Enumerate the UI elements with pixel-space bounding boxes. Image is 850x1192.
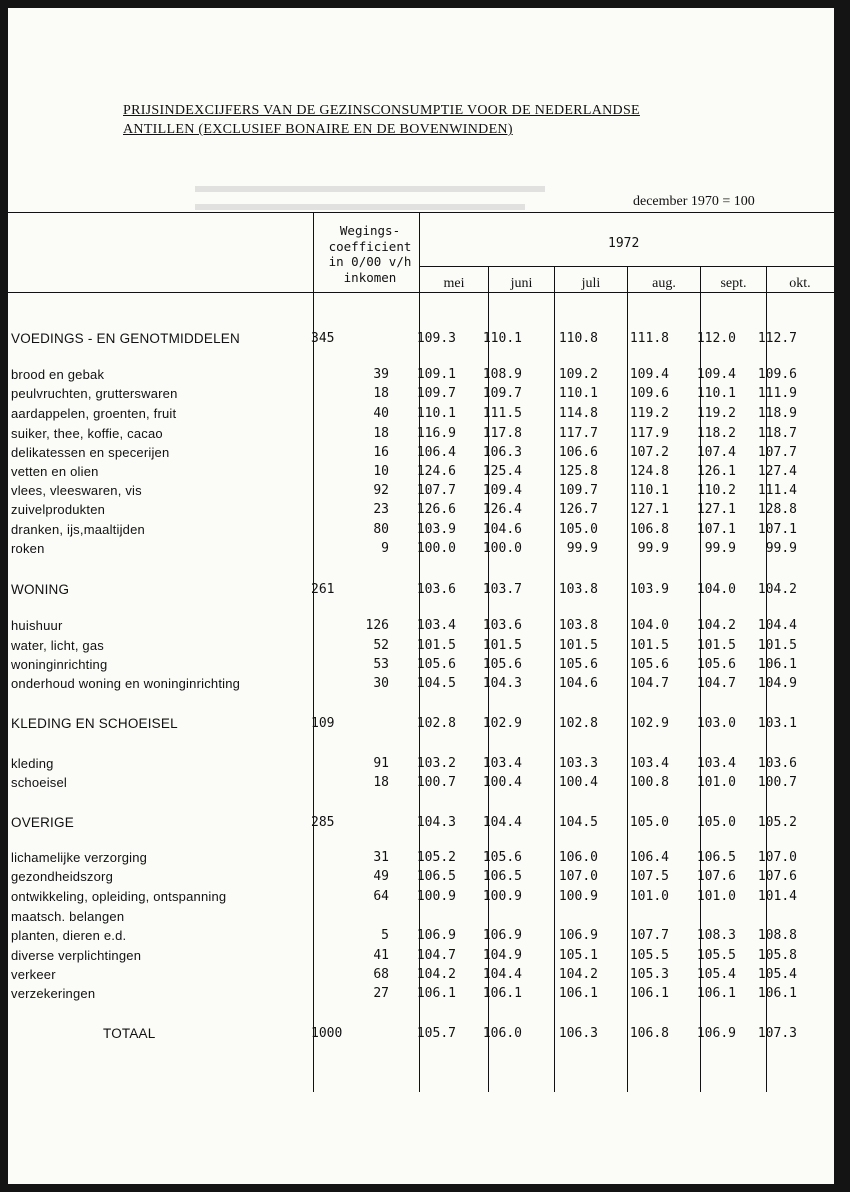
index-value: 106.9 bbox=[482, 928, 522, 943]
index-value: 104.7 bbox=[629, 676, 669, 691]
table-row bbox=[8, 618, 834, 636]
row-label: aardappelen, groenten, fruit bbox=[11, 406, 177, 421]
index-value: 107.0 bbox=[757, 850, 797, 865]
index-value: 104.7 bbox=[416, 948, 456, 963]
table-row bbox=[8, 1026, 834, 1044]
index-value: 110.2 bbox=[696, 483, 736, 498]
index-value: 112.7 bbox=[757, 331, 797, 346]
document-title bbox=[123, 101, 743, 139]
index-value: 104.2 bbox=[696, 618, 736, 633]
table-row bbox=[8, 426, 834, 444]
index-value: 105.3 bbox=[629, 967, 669, 982]
index-value: 106.9 bbox=[558, 928, 598, 943]
row-label: woninginrichting bbox=[11, 657, 108, 672]
index-value: 126.6 bbox=[416, 502, 456, 517]
index-value: 105.2 bbox=[416, 850, 456, 865]
index-value: 105.4 bbox=[757, 967, 797, 982]
index-value: 107.1 bbox=[757, 522, 797, 537]
index-value: 106.1 bbox=[757, 657, 797, 672]
row-label: schoeisel bbox=[11, 775, 67, 790]
index-value: 125.4 bbox=[482, 464, 522, 479]
index-value: 106.8 bbox=[629, 1026, 669, 1041]
index-value: 109.6 bbox=[629, 386, 669, 401]
index-value: 101.5 bbox=[416, 638, 456, 653]
index-value: 105.8 bbox=[757, 948, 797, 963]
title-line-2: ANTILLEN (EXCLUSIEF BONAIRE EN DE BOVENWINDEN) bbox=[123, 122, 513, 137]
index-value: 108.9 bbox=[482, 367, 522, 382]
index-value: 107.7 bbox=[757, 445, 797, 460]
index-value: 99.9 bbox=[704, 541, 736, 556]
bleed-through-mark bbox=[195, 204, 525, 218]
index-value: 104.0 bbox=[629, 618, 669, 633]
index-value: 103.6 bbox=[416, 582, 456, 597]
index-value: 127.4 bbox=[757, 464, 797, 479]
weight-header-line: inkomen bbox=[343, 269, 397, 285]
index-value: 103.0 bbox=[696, 716, 736, 731]
index-value: 101.0 bbox=[629, 889, 669, 904]
index-value: 104.4 bbox=[757, 618, 797, 633]
table-row bbox=[8, 676, 834, 694]
row-label: water, licht, gas bbox=[11, 638, 104, 653]
index-value: 106.0 bbox=[482, 1026, 522, 1041]
month-header-mei: mei bbox=[443, 276, 465, 291]
weight-coefficient: 23 bbox=[373, 502, 389, 517]
index-value: 103.6 bbox=[482, 618, 522, 633]
index-value: 103.4 bbox=[482, 756, 522, 771]
weight-coefficient: 261 bbox=[311, 582, 335, 597]
index-value: 106.1 bbox=[416, 986, 456, 1001]
index-value: 100.0 bbox=[416, 541, 456, 556]
index-value: 126.7 bbox=[558, 502, 598, 517]
index-value: 109.7 bbox=[416, 386, 456, 401]
row-label: diverse verplichtingen bbox=[11, 948, 142, 963]
index-value: 104.5 bbox=[558, 815, 598, 830]
table-row bbox=[8, 756, 834, 774]
index-value: 107.2 bbox=[629, 445, 669, 460]
index-value: 104.3 bbox=[482, 676, 522, 691]
table-row bbox=[8, 850, 834, 868]
row-label: huishuur bbox=[11, 618, 63, 633]
index-value: 107.5 bbox=[629, 869, 669, 884]
weight-coefficient: 18 bbox=[373, 775, 389, 790]
index-value: 127.1 bbox=[696, 502, 736, 517]
index-value: 110.1 bbox=[558, 386, 598, 401]
index-value: 107.7 bbox=[629, 928, 669, 943]
index-value: 106.5 bbox=[416, 869, 456, 884]
index-value: 118.9 bbox=[757, 406, 797, 421]
index-value: 117.9 bbox=[629, 426, 669, 441]
index-value: 103.2 bbox=[416, 756, 456, 771]
index-value: 128.8 bbox=[757, 502, 797, 517]
weight-coefficient: 52 bbox=[373, 638, 389, 653]
index-value: 109.4 bbox=[629, 367, 669, 382]
index-value: 104.7 bbox=[696, 676, 736, 691]
index-value: 109.4 bbox=[482, 483, 522, 498]
row-label: verzekeringen bbox=[11, 986, 96, 1001]
weight-coefficient: 5 bbox=[381, 928, 389, 943]
table-row bbox=[8, 657, 834, 675]
index-value: 106.5 bbox=[696, 850, 736, 865]
index-value: 100.7 bbox=[757, 775, 797, 790]
table-row bbox=[8, 638, 834, 656]
table-row bbox=[8, 406, 834, 424]
table-row bbox=[8, 986, 834, 1004]
index-value: 110.1 bbox=[482, 331, 522, 346]
index-value: 104.3 bbox=[416, 815, 456, 830]
index-value: 104.6 bbox=[482, 522, 522, 537]
table-row bbox=[8, 464, 834, 482]
row-label: kleding bbox=[11, 756, 54, 771]
index-value: 104.5 bbox=[416, 676, 456, 691]
index-value: 104.9 bbox=[757, 676, 797, 691]
index-value: 107.6 bbox=[757, 869, 797, 884]
row-label: roken bbox=[11, 541, 45, 556]
weight-coefficient: 9 bbox=[381, 541, 389, 556]
index-value: 106.1 bbox=[482, 986, 522, 1001]
index-value: 106.4 bbox=[416, 445, 456, 460]
index-value: 116.9 bbox=[416, 426, 456, 441]
index-value: 110.1 bbox=[696, 386, 736, 401]
weight-coefficient: 68 bbox=[373, 967, 389, 982]
index-value: 126.4 bbox=[482, 502, 522, 517]
weight-header-line: coefficient bbox=[328, 238, 412, 254]
index-value: 104.2 bbox=[558, 967, 598, 982]
index-value: 101.5 bbox=[558, 638, 598, 653]
weight-column-header bbox=[320, 223, 420, 285]
index-value: 100.9 bbox=[558, 889, 598, 904]
index-value: 124.8 bbox=[629, 464, 669, 479]
row-label: gezondheidszorg bbox=[11, 869, 114, 884]
index-value: 106.3 bbox=[558, 1026, 598, 1041]
index-value: 110.1 bbox=[629, 483, 669, 498]
index-value: 101.5 bbox=[629, 638, 669, 653]
weight-coefficient: 16 bbox=[373, 445, 389, 460]
index-value: 106.5 bbox=[482, 869, 522, 884]
index-value: 107.3 bbox=[757, 1026, 797, 1041]
index-value: 101.5 bbox=[757, 638, 797, 653]
row-label: delikatessen en specerijen bbox=[11, 445, 170, 460]
index-value: 99.9 bbox=[765, 541, 797, 556]
index-value: 106.1 bbox=[696, 986, 736, 1001]
month-header-aug: aug. bbox=[652, 276, 676, 291]
weight-coefficient: 92 bbox=[373, 483, 389, 498]
index-value: 114.8 bbox=[558, 406, 598, 421]
row-label: OVERIGE bbox=[11, 815, 74, 830]
index-value: 104.4 bbox=[482, 967, 522, 982]
index-value: 100.8 bbox=[629, 775, 669, 790]
index-value: 101.5 bbox=[696, 638, 736, 653]
index-value: 99.9 bbox=[566, 541, 598, 556]
row-label: verkeer bbox=[11, 967, 56, 982]
index-value: 125.8 bbox=[558, 464, 598, 479]
index-value: 119.2 bbox=[629, 406, 669, 421]
index-value: 102.8 bbox=[416, 716, 456, 731]
index-value: 118.2 bbox=[696, 426, 736, 441]
row-label: dranken, ijs,maaltijden bbox=[11, 522, 145, 537]
weight-coefficient: 64 bbox=[373, 889, 389, 904]
index-value: 100.4 bbox=[482, 775, 522, 790]
index-value: 103.8 bbox=[558, 582, 598, 597]
weight-header-line: in 0/00 v/h bbox=[328, 254, 412, 269]
index-value: 106.9 bbox=[416, 928, 456, 943]
index-value: 111.4 bbox=[757, 483, 797, 498]
row-label: planten, dieren e.d. bbox=[11, 928, 127, 943]
weight-coefficient: 345 bbox=[311, 331, 335, 346]
index-value: 105.6 bbox=[416, 657, 456, 672]
year-header: 1972 bbox=[608, 236, 640, 251]
index-value: 105.0 bbox=[629, 815, 669, 830]
index-value: 112.0 bbox=[696, 331, 736, 346]
index-value: 105.6 bbox=[482, 850, 522, 865]
table-row bbox=[8, 909, 834, 927]
index-value: 117.7 bbox=[558, 426, 598, 441]
weight-coefficient: 41 bbox=[373, 948, 389, 963]
index-value: 105.4 bbox=[696, 967, 736, 982]
table-row bbox=[8, 445, 834, 463]
index-value: 126.1 bbox=[696, 464, 736, 479]
index-value: 105.5 bbox=[696, 948, 736, 963]
title-line-1: PRIJSINDEXCIJFERS VAN DE GEZINSCONSUMPTIE VOOR DE NEDERLANDSE bbox=[123, 103, 640, 118]
table-row bbox=[8, 386, 834, 404]
index-value: 105.7 bbox=[416, 1026, 456, 1041]
index-value: 107.1 bbox=[696, 522, 736, 537]
month-header-sept: sept. bbox=[720, 276, 747, 291]
index-value: 109.7 bbox=[482, 386, 522, 401]
index-value: 103.9 bbox=[629, 582, 669, 597]
month-header-juli: juli bbox=[581, 276, 601, 291]
row-label: peulvruchten, grutterswaren bbox=[11, 386, 178, 401]
table-row bbox=[8, 716, 834, 734]
table-row bbox=[8, 483, 834, 501]
index-value: 101.5 bbox=[482, 638, 522, 653]
row-label: brood en gebak bbox=[11, 367, 105, 382]
index-value: 105.5 bbox=[629, 948, 669, 963]
index-value: 106.1 bbox=[757, 986, 797, 1001]
index-value: 103.4 bbox=[416, 618, 456, 633]
weight-coefficient: 53 bbox=[373, 657, 389, 672]
row-label: KLEDING EN SCHOEISEL bbox=[11, 716, 178, 731]
index-value: 117.8 bbox=[482, 426, 522, 441]
weight-coefficient: 10 bbox=[373, 464, 389, 479]
table-row bbox=[8, 582, 834, 600]
index-value: 104.2 bbox=[416, 967, 456, 982]
index-value: 105.6 bbox=[558, 657, 598, 672]
index-value: 107.4 bbox=[696, 445, 736, 460]
index-value: 109.2 bbox=[558, 367, 598, 382]
table-row bbox=[8, 948, 834, 966]
weight-coefficient: 1000 bbox=[311, 1026, 343, 1041]
weight-coefficient: 39 bbox=[373, 367, 389, 382]
index-value: 107.0 bbox=[558, 869, 598, 884]
table-row bbox=[8, 967, 834, 985]
table-row bbox=[8, 367, 834, 385]
index-value: 103.9 bbox=[416, 522, 456, 537]
index-value: 106.1 bbox=[629, 986, 669, 1001]
row-label: vlees, vleeswaren, vis bbox=[11, 483, 142, 498]
table-row bbox=[8, 502, 834, 520]
index-value: 103.8 bbox=[558, 618, 598, 633]
index-value: 103.4 bbox=[629, 756, 669, 771]
bleed-through-mark bbox=[195, 186, 545, 202]
index-value: 127.1 bbox=[629, 502, 669, 517]
index-value: 110.8 bbox=[558, 331, 598, 346]
index-value: 105.6 bbox=[482, 657, 522, 672]
row-label: lichamelijke verzorging bbox=[11, 850, 148, 865]
row-label: vetten en olien bbox=[11, 464, 99, 479]
index-value: 106.9 bbox=[696, 1026, 736, 1041]
index-value: 100.9 bbox=[482, 889, 522, 904]
row-label: VOEDINGS - EN GENOTMIDDELEN bbox=[11, 331, 240, 346]
weight-coefficient: 285 bbox=[311, 815, 335, 830]
index-value: 111.5 bbox=[482, 406, 522, 421]
index-value: 99.9 bbox=[637, 541, 669, 556]
index-value: 105.2 bbox=[757, 815, 797, 830]
index-value: 104.0 bbox=[696, 582, 736, 597]
index-value: 109.1 bbox=[416, 367, 456, 382]
index-value: 106.8 bbox=[629, 522, 669, 537]
index-value: 109.7 bbox=[558, 483, 598, 498]
table-row bbox=[8, 331, 834, 349]
index-value: 103.7 bbox=[482, 582, 522, 597]
index-value: 108.8 bbox=[757, 928, 797, 943]
index-value: 106.6 bbox=[558, 445, 598, 460]
index-value: 111.9 bbox=[757, 386, 797, 401]
index-value: 103.3 bbox=[558, 756, 598, 771]
index-value: 105.6 bbox=[696, 657, 736, 672]
index-value: 100.4 bbox=[558, 775, 598, 790]
table-row bbox=[8, 869, 834, 887]
table-row bbox=[8, 815, 834, 833]
table-row bbox=[8, 775, 834, 793]
index-value: 102.9 bbox=[482, 716, 522, 731]
index-value: 106.0 bbox=[558, 850, 598, 865]
index-value: 102.9 bbox=[629, 716, 669, 731]
row-label: maatsch. belangen bbox=[11, 909, 125, 924]
index-value: 107.6 bbox=[696, 869, 736, 884]
index-value: 103.6 bbox=[757, 756, 797, 771]
index-value: 104.2 bbox=[757, 582, 797, 597]
index-value: 104.4 bbox=[482, 815, 522, 830]
weight-coefficient: 40 bbox=[373, 406, 389, 421]
table-row bbox=[8, 541, 834, 559]
month-header-juni: juni bbox=[510, 276, 533, 291]
index-value: 118.7 bbox=[757, 426, 797, 441]
row-label: zuivelprodukten bbox=[11, 502, 106, 517]
basis-note: december 1970 = 100 bbox=[633, 194, 755, 209]
header-bottom-rule bbox=[8, 292, 834, 293]
row-label: suiker, thee, koffie, cacao bbox=[11, 426, 163, 441]
weight-coefficient: 91 bbox=[373, 756, 389, 771]
weight-coefficient: 109 bbox=[311, 716, 335, 731]
index-value: 105.1 bbox=[558, 948, 598, 963]
table-row bbox=[8, 522, 834, 540]
weight-coefficient: 18 bbox=[373, 386, 389, 401]
weight-coefficient: 49 bbox=[373, 869, 389, 884]
table-row bbox=[8, 928, 834, 946]
index-value: 103.1 bbox=[757, 716, 797, 731]
index-value: 100.7 bbox=[416, 775, 456, 790]
index-value: 124.6 bbox=[416, 464, 456, 479]
index-value: 109.3 bbox=[416, 331, 456, 346]
index-value: 103.4 bbox=[696, 756, 736, 771]
index-value: 110.1 bbox=[416, 406, 456, 421]
weight-coefficient: 31 bbox=[373, 850, 389, 865]
weight-coefficient: 27 bbox=[373, 986, 389, 1001]
weight-coefficient: 126 bbox=[365, 618, 389, 633]
index-value: 100.9 bbox=[416, 889, 456, 904]
index-value: 109.4 bbox=[696, 367, 736, 382]
weight-coefficient: 80 bbox=[373, 522, 389, 537]
index-value: 111.8 bbox=[629, 331, 669, 346]
index-value: 101.0 bbox=[696, 775, 736, 790]
index-value: 109.6 bbox=[757, 367, 797, 382]
index-value: 106.4 bbox=[629, 850, 669, 865]
index-value: 104.6 bbox=[558, 676, 598, 691]
weight-coefficient: 18 bbox=[373, 426, 389, 441]
index-value: 101.0 bbox=[696, 889, 736, 904]
row-label: onderhoud woning en woninginrichting bbox=[11, 676, 241, 691]
index-value: 106.1 bbox=[558, 986, 598, 1001]
table-top-rule bbox=[8, 212, 834, 213]
document-page bbox=[8, 8, 834, 1184]
weight-header-line: Wegings- bbox=[339, 223, 401, 238]
index-value: 107.7 bbox=[416, 483, 456, 498]
table-row bbox=[8, 889, 834, 907]
index-value: 104.9 bbox=[482, 948, 522, 963]
weight-coefficient: 30 bbox=[373, 676, 389, 691]
index-value: 106.3 bbox=[482, 445, 522, 460]
index-value: 108.3 bbox=[696, 928, 736, 943]
row-label: TOTAAL bbox=[103, 1026, 156, 1041]
index-value: 102.8 bbox=[558, 716, 598, 731]
index-value: 105.0 bbox=[558, 522, 598, 537]
index-value: 100.0 bbox=[482, 541, 522, 556]
index-value: 105.0 bbox=[696, 815, 736, 830]
index-value: 105.6 bbox=[629, 657, 669, 672]
index-value: 119.2 bbox=[696, 406, 736, 421]
index-value: 101.4 bbox=[757, 889, 797, 904]
row-label: WONING bbox=[11, 582, 70, 597]
row-label: ontwikkeling, opleiding, ontspanning bbox=[11, 889, 227, 904]
month-header-okt: okt. bbox=[789, 276, 811, 291]
